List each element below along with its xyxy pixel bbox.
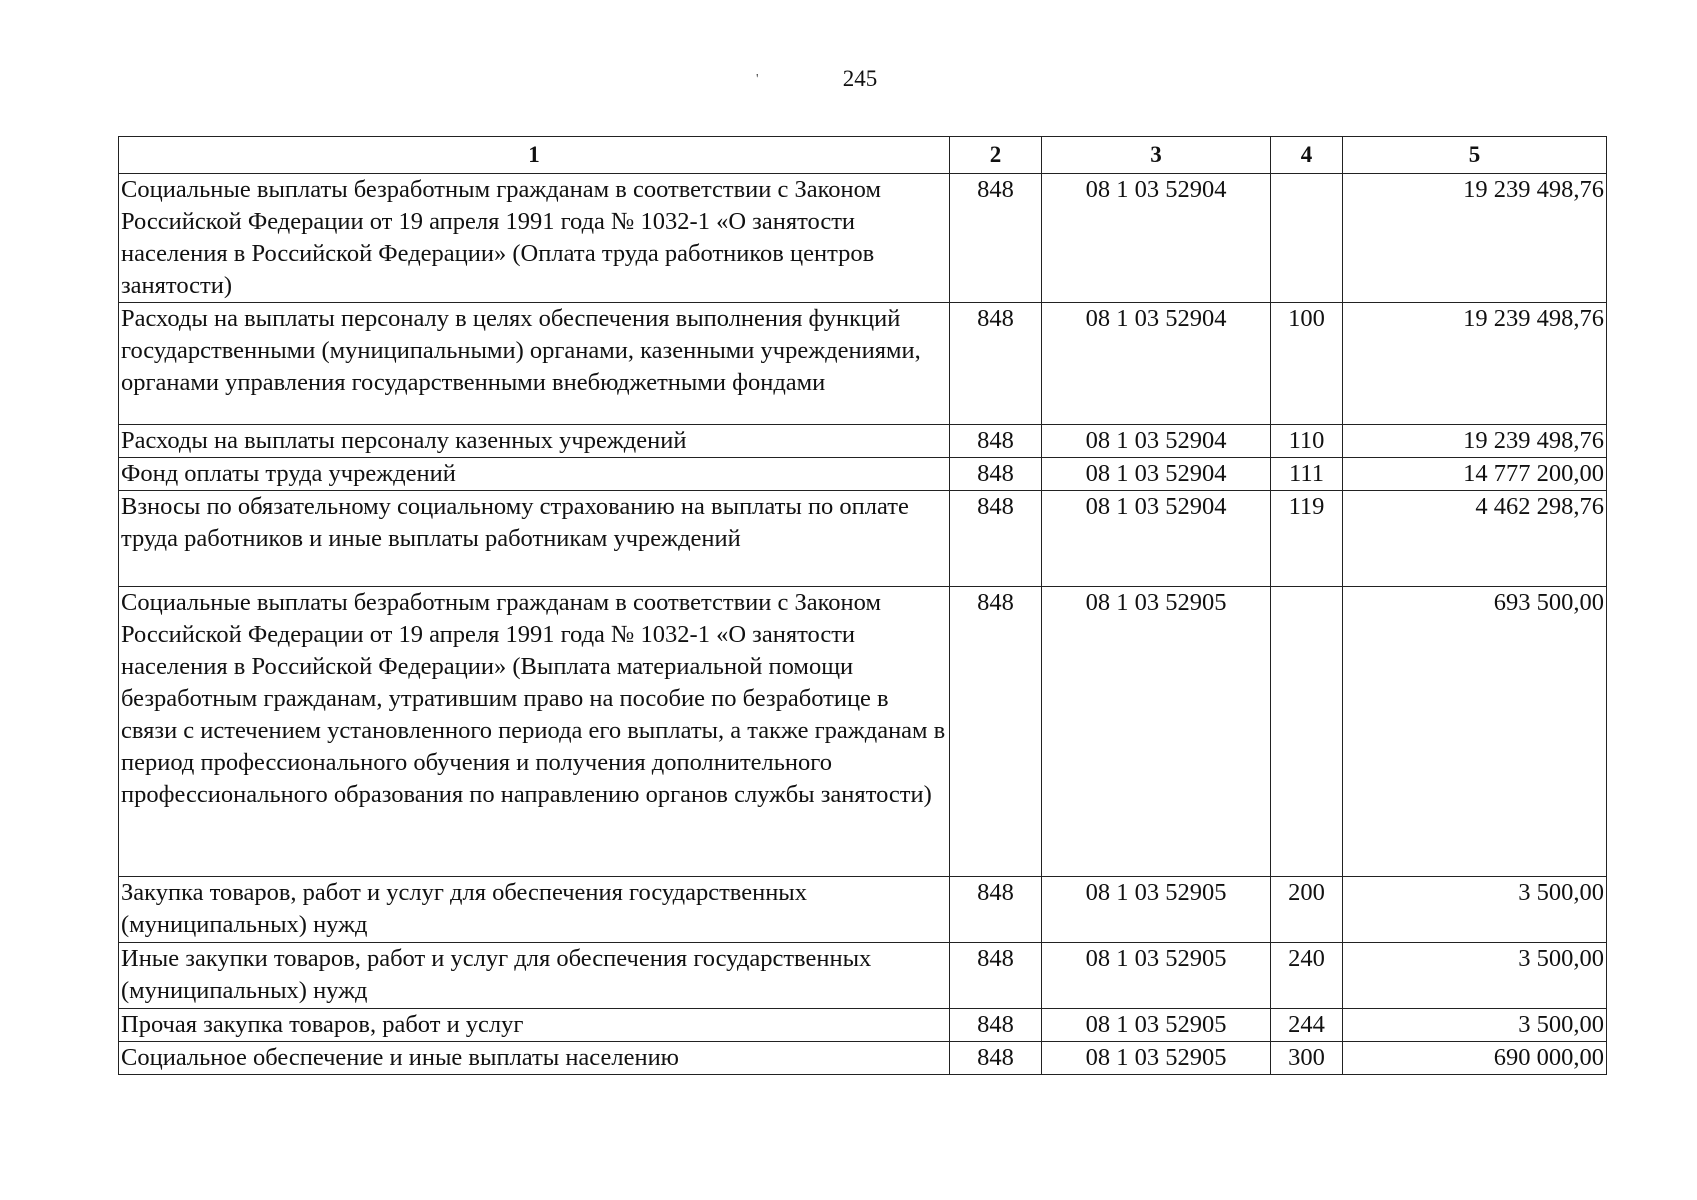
row-description: Социальное обеспечение и иные выплаты населению xyxy=(119,1042,950,1075)
table-row xyxy=(119,587,1607,877)
column-header-description: 1 xyxy=(119,137,950,174)
row-target: 08 1 03 52904 xyxy=(1042,174,1271,303)
row-amount: 3 500,00 xyxy=(1343,943,1607,1009)
row-target: 08 1 03 52905 xyxy=(1042,587,1271,877)
row-code: 848 xyxy=(950,425,1042,458)
row-description: Фонд оплаты труда учреждений xyxy=(119,458,950,491)
row-code: 848 xyxy=(950,458,1042,491)
row-code: 848 xyxy=(950,1042,1042,1075)
row-description: Расходы на выплаты персоналу в целях обеспечения выполнения функций государственными (муниципальными) органами, казенными учреждениями, органами управления государственными внебюджетными фондами xyxy=(119,303,950,425)
row-amount: 19 239 498,76 xyxy=(1343,303,1607,425)
budget-table xyxy=(118,136,1607,1075)
row-target: 08 1 03 52904 xyxy=(1042,303,1271,425)
row-target: 08 1 03 52904 xyxy=(1042,425,1271,458)
table-row xyxy=(119,425,1607,458)
row-type: 119 xyxy=(1271,491,1343,587)
header-row xyxy=(119,137,1607,174)
row-code: 848 xyxy=(950,943,1042,1009)
column-header-type: 4 xyxy=(1271,137,1343,174)
table-row xyxy=(119,174,1607,303)
row-type: 244 xyxy=(1271,1009,1343,1042)
row-target: 08 1 03 52904 xyxy=(1042,491,1271,587)
row-type: 200 xyxy=(1271,877,1343,943)
row-code: 848 xyxy=(950,174,1042,303)
row-code: 848 xyxy=(950,491,1042,587)
row-amount: 4 462 298,76 xyxy=(1343,491,1607,587)
row-target: 08 1 03 52905 xyxy=(1042,1042,1271,1075)
row-description: Закупка товаров, работ и услуг для обеспечения государственных (муниципальных) нужд xyxy=(119,877,950,943)
row-amount: 693 500,00 xyxy=(1343,587,1607,877)
table-row xyxy=(119,458,1607,491)
row-amount: 3 500,00 xyxy=(1343,1009,1607,1042)
row-type: 100 xyxy=(1271,303,1343,425)
row-code: 848 xyxy=(950,877,1042,943)
table-row xyxy=(119,303,1607,425)
table-row xyxy=(119,1009,1607,1042)
row-target: 08 1 03 52905 xyxy=(1042,943,1271,1009)
row-description: Социальные выплаты безработным гражданам в соответствии с Законом Российской Федерации от 19 апреля 1991 года № 1032-1 «О занятости населения в Российской Федерации» (Выплата материальной помощи безработным гражданам, утратившим право на пособие по безработице в связи с истечением установленного периода его выплаты, а также гражданам в период профессионального обучения и получения дополнительного профессионального образования по направлению органов службы занятости) xyxy=(119,587,950,877)
row-type: 300 xyxy=(1271,1042,1343,1075)
row-target: 08 1 03 52904 xyxy=(1042,458,1271,491)
row-target: 08 1 03 52905 xyxy=(1042,1009,1271,1042)
row-type: 240 xyxy=(1271,943,1343,1009)
column-header-code: 2 xyxy=(950,137,1042,174)
row-type xyxy=(1271,174,1343,303)
table-row xyxy=(119,877,1607,943)
row-amount: 690 000,00 xyxy=(1343,1042,1607,1075)
row-description: Взносы по обязательному социальному страхованию на выплаты по оплате труда работников и иные выплаты работникам учреждений xyxy=(119,491,950,587)
row-amount: 19 239 498,76 xyxy=(1343,425,1607,458)
row-target: 08 1 03 52905 xyxy=(1042,877,1271,943)
column-header-amount: 5 xyxy=(1343,137,1607,174)
row-description: Прочая закупка товаров, работ и услуг xyxy=(119,1009,950,1042)
row-description: Расходы на выплаты персоналу казенных учреждений xyxy=(119,425,950,458)
row-amount: 19 239 498,76 xyxy=(1343,174,1607,303)
table-row xyxy=(119,1042,1607,1075)
row-amount: 14 777 200,00 xyxy=(1343,458,1607,491)
page-number: 245 xyxy=(842,66,878,91)
row-type: 111 xyxy=(1271,458,1343,491)
row-description: Социальные выплаты безработным гражданам в соответствии с Законом Российской Федерации от 19 апреля 1991 года № 1032-1 «О занятости населения в Российской Федерации» (Оплата труда работников центров занятости) xyxy=(119,174,950,303)
row-amount: 3 500,00 xyxy=(1343,877,1607,943)
row-type xyxy=(1271,587,1343,877)
row-description: Иные закупки товаров, работ и услуг для обеспечения государственных (муниципальных) нужд xyxy=(119,943,950,1009)
table-row xyxy=(119,491,1607,587)
table-row xyxy=(119,943,1607,1009)
row-code: 848 xyxy=(950,303,1042,425)
column-header-target: 3 xyxy=(1042,137,1271,174)
row-code: 848 xyxy=(950,587,1042,877)
scan-mark: ' xyxy=(756,72,759,87)
row-type: 110 xyxy=(1271,425,1343,458)
row-code: 848 xyxy=(950,1009,1042,1042)
